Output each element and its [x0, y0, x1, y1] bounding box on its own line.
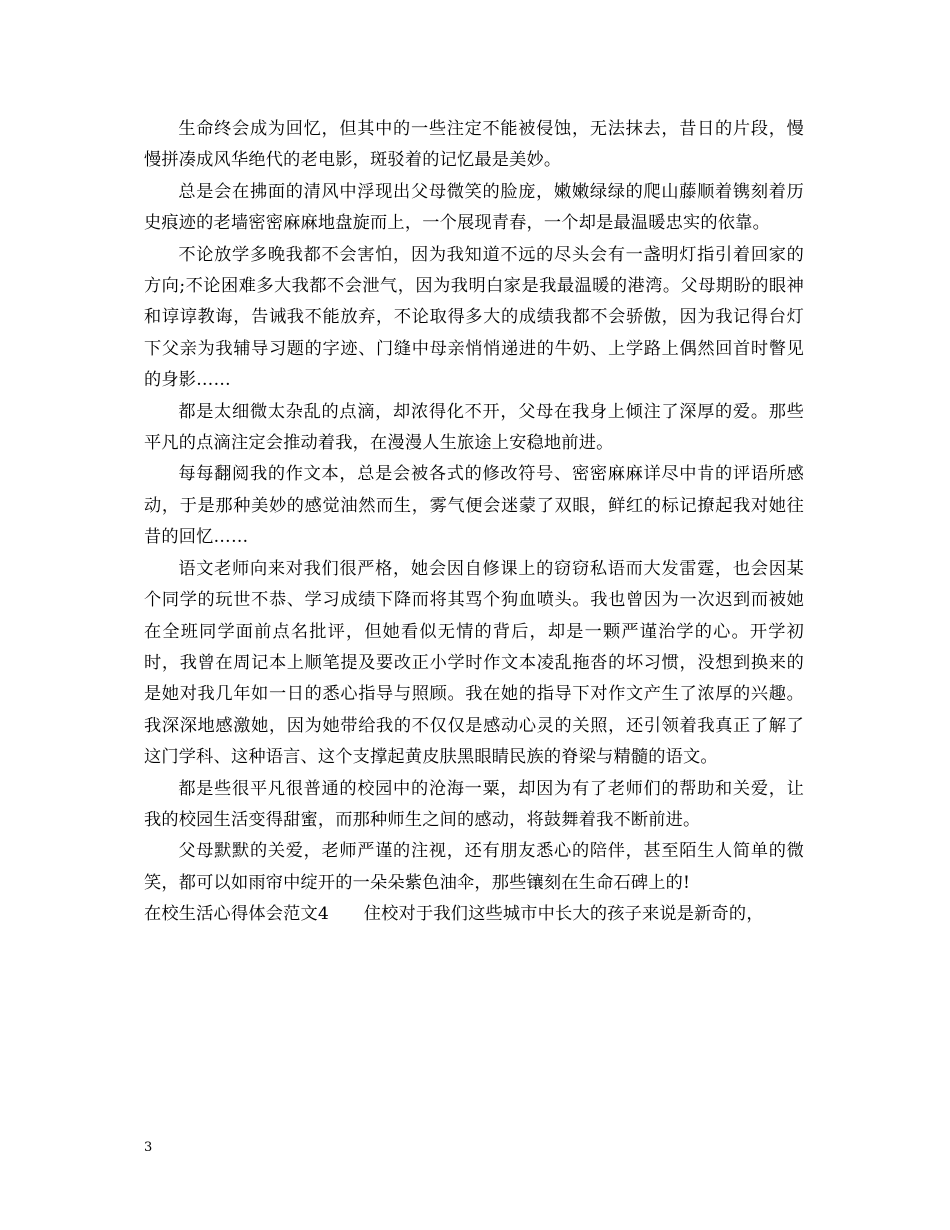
paragraph-7: 都是些很平凡很普通的校园中的沧海一粟，却因为有了老师们的帮助和关爱，让我的校园生活变得甜蜜，而那种师生之间的感动，将鼓舞着我不断前进。 — [144, 778, 804, 830]
paragraph-5: 每每翻阅我的作文本，总是会被各式的修改符号、密密麻麻详尽中肯的评语所感动，于是那种美妙的感觉油然而生，雾气便会迷蒙了双眼，鲜红的标记撩起我对她往昔的回忆…… — [144, 464, 804, 548]
paragraph-8: 父母默默的关爱，老师严谨的注视，还有朋友悉心的陪伴，甚至陌生人简单的微笑，都可以如雨帘中绽开的一朵朵紫色油伞，那些镶刻在生命石碑上的! — [144, 841, 804, 893]
page-number: 3 — [144, 1140, 153, 1155]
paragraph-6: 语文老师向来对我们很严格，她会因自修课上的窃窃私语而大发雷霆，也会因某个同学的玩世不恭、学习成绩下降而将其骂个狗血喷头。我也曾因为一次迟到而被她在全班同学面前点名批评，但她看似无情的背后，却是一颗严谨治学的心。开学初时，我曾在周记本上顺笔提及要改正小学时作文本凌乱拖沓的坏习惯，没想到换来的是她对我几年如一日的悉心指导与照顾。我在她的指导下对作文产生了浓厚的兴趣。我深深地感激她，因为她带给我的不仅仅是感动心灵的关照，还引领着我真正了解了这门学科、这种语言、这个支撑起黄皮肤黑眼睛民族的脊梁与精髓的语文。 — [144, 558, 804, 768]
paragraph-2: 总是会在拂面的清风中浮现出父母微笑的脸庞，嫩嫩绿绿的爬山藤顺着镌刻着历史痕迹的老墙密密麻麻地盘旋而上，一个展现青春，一个却是最温暖忠实的依靠。 — [144, 181, 804, 234]
document-body — [144, 114, 804, 931]
paragraph-3: 不论放学多晚我都不会害怕，因为我知道不远的尽头会有一盏明灯指引着回家的方向;不论困难多大我都不会泄气，因为我明白家是我最温暖的港湾。父母期盼的眼神和谆谆教诲，告诫我不能放弃，不论取得多大的成绩我都不会骄傲，因为我记得台灯下父亲为我辅导习题的字迹、门缝中母亲悄悄递进的牛奶、上学路上偶然回首时瞥见的身影…… — [144, 244, 804, 391]
section-heading-line: 在校生活心得体会范文4 住校对于我们这些城市中长大的孩子来说是新奇的， — [144, 904, 764, 925]
paragraph-4: 都是太细微太杂乱的点滴，却浓得化不开，父母在我身上倾注了深厚的爱。那些平凡的点滴注定会推动着我，在漫漫人生旅途上安稳地前进。 — [144, 401, 804, 454]
paragraph-1: 生命终会成为回忆，但其中的一些注定不能被侵蚀，无法抹去，昔日的片段，慢慢拼凑成风华绝代的老电影，斑驳着的记忆最是美妙。 — [144, 119, 804, 171]
